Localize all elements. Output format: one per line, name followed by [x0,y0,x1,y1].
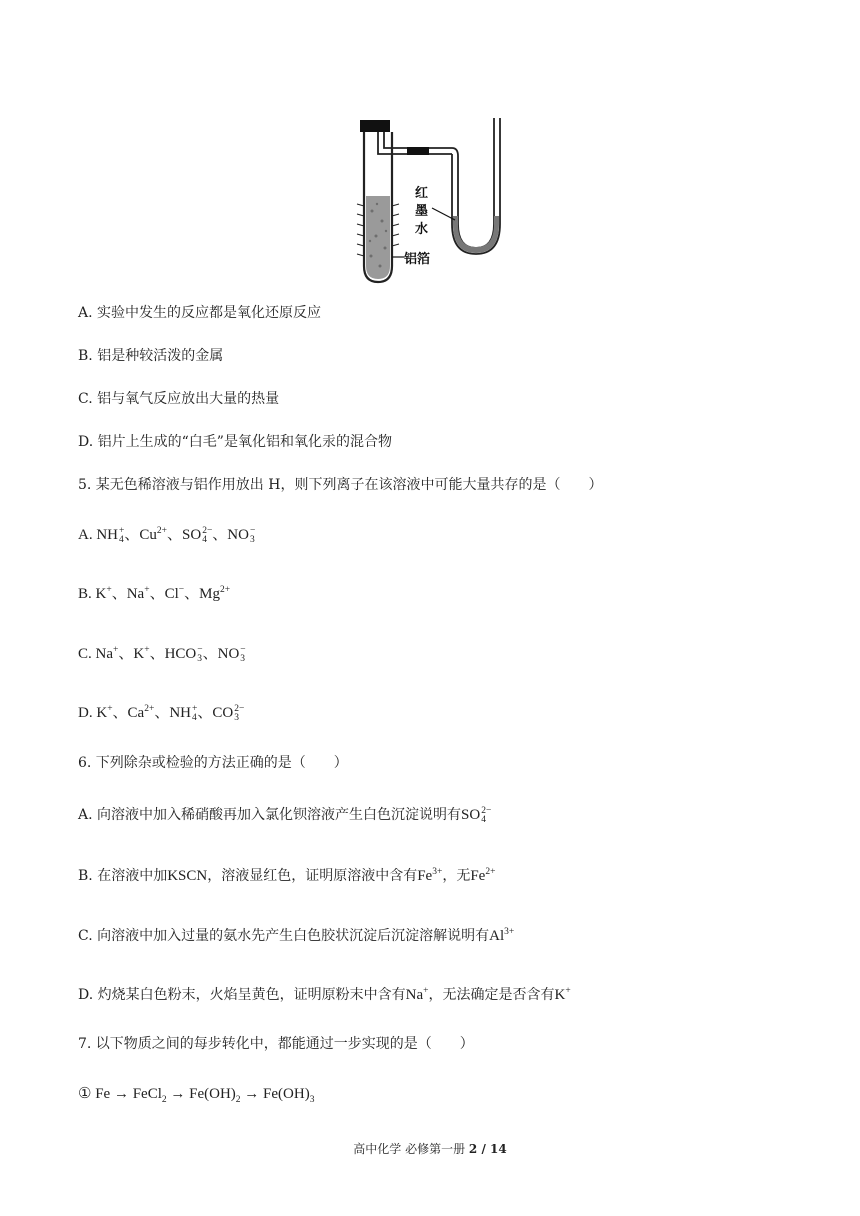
q6-option-c: C. 向溶液中加入过量的氨水先产生白色胶状沉淀后沉淀溶解说明有$Al^{3+}$ [78,927,515,944]
label-red-ink-3: 水 [415,222,429,237]
page-number: 2 / 14 [468,1142,507,1156]
q6-option-b: B. 在溶液中加KSCN，溶液显红色，证明原溶液中含有$Fe^{3+}$，无$Fe^{2+}$ [78,867,496,884]
q5-option-b: B. K+、Na+、Cl−、$Mg^{2+}$ [78,585,231,602]
q6-option-a: A. 向溶液中加入稀硝酸再加入氯化钡溶液产生白色沉淀说明有SO 2− 4 [78,805,492,825]
q6-option-d: D. 灼烧某白色粉末，火焰呈黄色，证明原粉末中含有Na+，无法确定是否含有K+ [78,986,571,1003]
footer-text: 高中化学 必修第一册 [353,1142,466,1156]
u-tube [452,118,494,248]
q5-option-a: A. NH + 4 、$Cu^{2+}$、SO 2− 4 、NO − 3 [78,525,256,545]
apparatus-drawing [352,116,512,286]
apparatus-figure [352,116,512,286]
q5-stem: 5. 某无色稀溶液与铝作用放出 H，则下列离子在该溶液中可能大量共存的是（ ） [78,477,603,493]
q4-option-b: B. 铝是种较活泼的金属 [78,348,224,364]
q5-option-d: D. K+、$Ca^{2+}$、NH + 4 、CO 2− 3 [78,703,245,723]
q7-stem: 7. 以下物质之间的每步转化中，都能通过一步实现的是（ ） [78,1036,474,1052]
q4-option-a: A. 实验中发生的反应都是氧化还原反应 [78,305,322,321]
label-red-ink-1: 红 [415,186,429,201]
label-red-ink-2: 墨 [415,204,429,219]
q6-stem: 6. 下列除杂或检验的方法正确的是（ ） [78,755,348,771]
aluminum-foil-fill [366,196,390,279]
stopper [360,120,390,132]
q4-option-d: D. 铝片上生成的“白毛”是氧化铝和氧化汞的混合物 [78,434,392,450]
q4-option-c: C. 铝与氧气反应放出大量的热量 [78,391,280,407]
page-footer [0,1140,860,1157]
connector [407,147,429,155]
q7-item-1: ① Fe → FeCl$_2$ → $Fe(OH)_2 \to Fe(OH)_3$ [78,1086,315,1105]
label-aluminum-foil: 铝箔 [404,252,431,267]
q5-option-c: C. Na+、K+、HCO − 3 、NO − 3 [78,644,246,664]
